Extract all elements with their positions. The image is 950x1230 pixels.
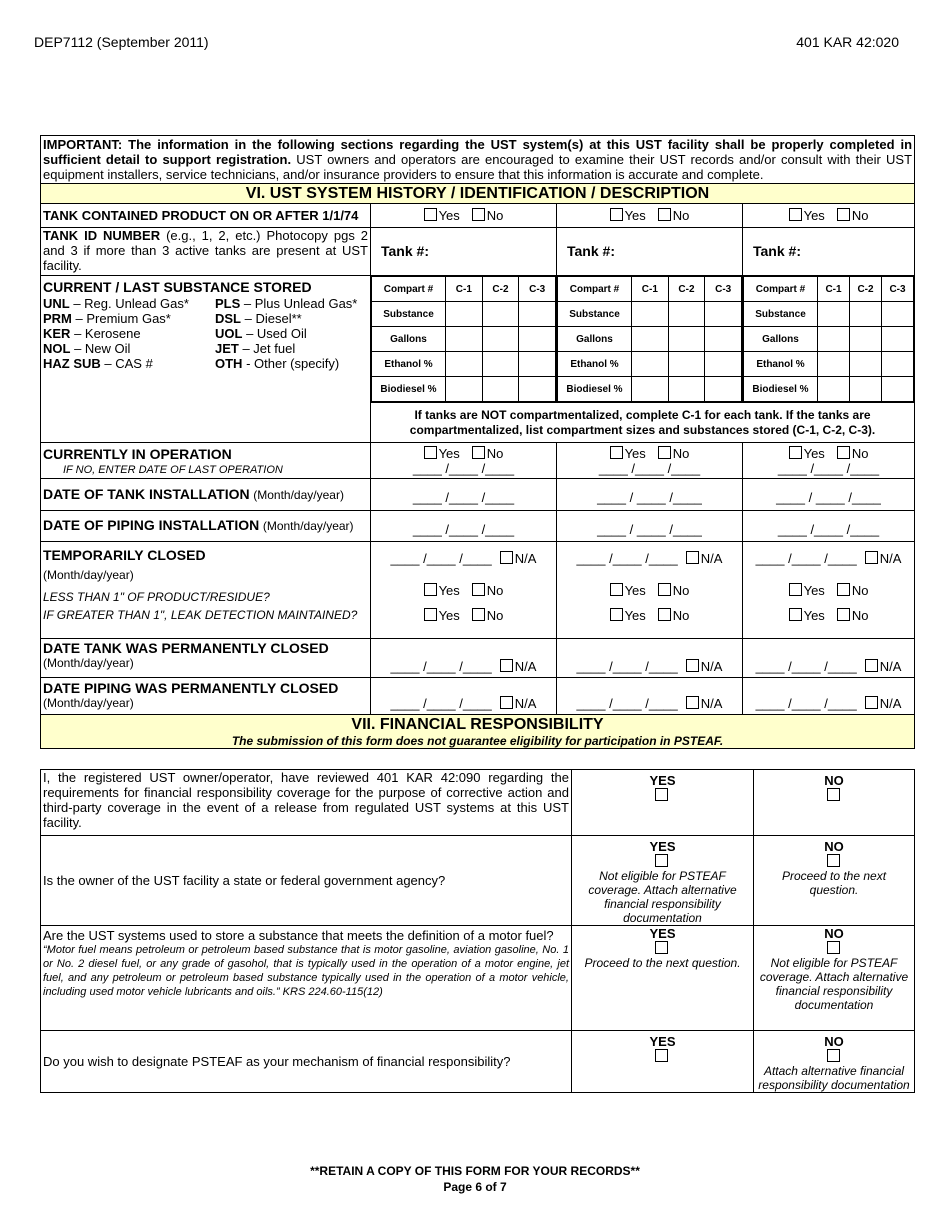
- tank-id-note: (e.g., 1, 2, etc.) Photocopy pgs 2 and 3 if more than 3 active tanks are present at UST facility.: [43, 228, 368, 273]
- yes-checkbox[interactable]: [655, 1049, 668, 1062]
- yes-checkbox[interactable]: [424, 208, 437, 221]
- last-operation-date[interactable]: ____ /____ /____: [777, 461, 880, 476]
- no-label: No: [672, 608, 690, 623]
- cell-input[interactable]: [482, 352, 519, 377]
- q1-text: I, the registered UST owner/operator, have reviewed 401 KAR 42:090 regarding the requirements for financial responsibility coverage for the purpose of corrective action and third-party coverage in the event of a release from regulated UST systems at this UST facility.: [41, 770, 572, 836]
- yes-label: Yes: [624, 608, 646, 623]
- legend-code: HAZ SUB: [43, 356, 101, 371]
- yes-checkbox[interactable]: [610, 583, 623, 596]
- product-1974-label: TANK CONTAINED PRODUCT ON OR AFTER 1/1/74: [41, 204, 371, 228]
- cell-input[interactable]: [705, 352, 742, 377]
- na-label: N/A: [514, 696, 537, 711]
- page-footer: [0, 1163, 950, 1195]
- regulation-ref: 401 KAR 42:020: [796, 34, 899, 50]
- q3-no: [754, 926, 915, 1031]
- tank-id-field-2[interactable]: [557, 228, 743, 276]
- yes-label: Yes: [803, 608, 825, 623]
- cell-input[interactable]: [519, 377, 556, 402]
- piping-install-date-2[interactable]: ____ / ____ /____: [557, 511, 743, 542]
- gallons-row-label: Gallons: [372, 327, 446, 352]
- substance-legend: [43, 296, 368, 371]
- q4-text: Do you wish to designate PSTEAF as your mechanism of financial responsibility?: [41, 1031, 572, 1093]
- cell-input[interactable]: [668, 377, 705, 402]
- cell-input[interactable]: [482, 327, 519, 352]
- no-checkbox[interactable]: [658, 583, 671, 596]
- q1-no: [754, 770, 915, 836]
- compart-header: Compart #: [558, 277, 632, 302]
- yes-checkbox[interactable]: [655, 941, 668, 954]
- na-checkbox[interactable]: [865, 696, 878, 709]
- yes-label: Yes: [624, 446, 646, 461]
- c1-header: C-1: [446, 277, 483, 302]
- no-label: NO: [824, 839, 844, 854]
- no-label: No: [851, 208, 869, 223]
- cell-input[interactable]: [705, 327, 742, 352]
- compart-header: Compart #: [744, 277, 818, 302]
- na-checkbox[interactable]: [686, 696, 699, 709]
- no-checkbox[interactable]: [658, 446, 671, 459]
- section-7-title: VII. FINANCIAL RESPONSIBILITY: [351, 716, 604, 733]
- q3-no-note: Not eligible for PSTEAF coverage. Attach alternative financial responsibility documentation: [759, 956, 909, 1012]
- ethanol-row-label: Ethanol %: [558, 352, 632, 377]
- tank-number-label: Tank #:: [567, 243, 615, 259]
- cell-input[interactable]: [882, 377, 914, 402]
- no-checkbox[interactable]: [837, 446, 850, 459]
- c3-header: C-3: [882, 277, 914, 302]
- tank-number-label: Tank #:: [381, 243, 429, 259]
- legend-desc: – Used Oil: [242, 326, 307, 341]
- legend-desc: – New Oil: [70, 341, 131, 356]
- no-checkbox[interactable]: [827, 788, 840, 801]
- tank-id-field-3[interactable]: [743, 228, 915, 276]
- no-label: NO: [824, 773, 844, 788]
- na-label: N/A: [700, 696, 723, 711]
- tank-install-date-2[interactable]: ____ / ____ /____: [557, 479, 743, 511]
- yes-label: Yes: [803, 583, 825, 598]
- compart-table-tank1: [371, 276, 557, 403]
- no-label: No: [486, 208, 504, 223]
- important-notice: [41, 136, 915, 184]
- product-1974-tank3: [743, 204, 915, 228]
- yes-label: Yes: [438, 583, 460, 598]
- cell-input[interactable]: [818, 327, 850, 352]
- ethanol-row-label: Ethanol %: [744, 352, 818, 377]
- na-checkbox[interactable]: [500, 551, 513, 564]
- in-operation-tank3: [743, 443, 915, 479]
- perm-closed-date[interactable]: ____ /____ /____: [755, 696, 857, 711]
- yes-label: YES: [649, 773, 676, 788]
- temp-closed-date[interactable]: ____ /____ /____: [755, 551, 857, 566]
- no-checkbox[interactable]: [658, 608, 671, 621]
- no-label: No: [672, 208, 690, 223]
- yes-checkbox[interactable]: [610, 208, 623, 221]
- piping-install-date-1[interactable]: ____ /____ /____: [371, 511, 557, 542]
- cell-input[interactable]: [632, 327, 669, 352]
- legend-desc: – Diesel**: [241, 311, 302, 326]
- substance-row-label: Substance: [558, 302, 632, 327]
- cell-input[interactable]: [882, 302, 914, 327]
- na-label: N/A: [700, 551, 723, 566]
- tank-perm-closed-tank1: [371, 639, 557, 678]
- c1-header: C-1: [632, 277, 669, 302]
- cell-input[interactable]: [705, 377, 742, 402]
- q3-yes-note: Proceed to the next question.: [584, 956, 741, 970]
- legend-desc: – Plus Unlead Gas*: [240, 296, 358, 311]
- yes-checkbox[interactable]: [424, 446, 437, 459]
- yes-checkbox[interactable]: [610, 608, 623, 621]
- yes-label: YES: [649, 839, 676, 854]
- perm-closed-date[interactable]: ____ /____ /____: [390, 659, 492, 674]
- cell-input[interactable]: [668, 352, 705, 377]
- yes-checkbox[interactable]: [789, 583, 802, 596]
- piping-install-cell: [41, 511, 371, 542]
- cell-input[interactable]: [446, 327, 483, 352]
- q1-yes: [572, 770, 754, 836]
- yes-label: Yes: [624, 583, 646, 598]
- substance-row-label: Substance: [744, 302, 818, 327]
- temp-closed-mdy: (Month/day/year): [43, 568, 134, 582]
- yes-checkbox[interactable]: [789, 608, 802, 621]
- biodiesel-row-label: Biodiesel %: [372, 377, 446, 402]
- no-checkbox[interactable]: [837, 583, 850, 596]
- cell-input[interactable]: [850, 327, 882, 352]
- cell-input[interactable]: [882, 352, 914, 377]
- legend-code: UOL: [215, 326, 243, 341]
- legend-desc: - Other (specify): [242, 356, 340, 371]
- gallons-row-label: Gallons: [558, 327, 632, 352]
- piping-install-date-3[interactable]: ____ /____ /____: [743, 511, 915, 542]
- tank-perm-closed-label: DATE TANK WAS PERMANENTLY CLOSED: [43, 640, 329, 656]
- cell-input[interactable]: [668, 327, 705, 352]
- temp-closed-date[interactable]: ____ /____ /____: [576, 551, 678, 566]
- tank-install-date-3[interactable]: ____ / ____ /____: [743, 479, 915, 511]
- page-number: Page 6 of 7: [443, 1180, 507, 1194]
- cell-input[interactable]: [446, 352, 483, 377]
- perm-closed-date[interactable]: ____ /____ /____: [576, 659, 678, 674]
- cell-input[interactable]: [818, 352, 850, 377]
- yes-checkbox[interactable]: [789, 208, 802, 221]
- na-checkbox[interactable]: [865, 551, 878, 564]
- legend-code: PLS: [215, 296, 241, 311]
- compart-note: If tanks are NOT compartmentalized, complete C-1 for each tank. If the tanks are compartmentalized, list compartment sizes and substances stored (C-1, C-2, C-3).: [371, 403, 915, 443]
- tank-perm-closed-cell: [41, 639, 371, 678]
- gallons-row-label: Gallons: [744, 327, 818, 352]
- q2-no: [754, 836, 915, 926]
- section-6-title: VI. UST SYSTEM HISTORY / IDENTIFICATION / DESCRIPTION: [245, 185, 710, 202]
- important-text: UST owners and operators are encouraged to examine their UST records and/or consult with their UST equipment installers, service technicians, and/or insurance providers to ensure that this information is accurate and complete.: [43, 152, 913, 182]
- cell-input[interactable]: [632, 377, 669, 402]
- cell-input[interactable]: [519, 302, 556, 327]
- piping-perm-closed-tank2: [557, 678, 743, 715]
- no-label: No: [851, 608, 869, 623]
- tank-perm-closed-tank3: [743, 639, 915, 678]
- c3-header: C-3: [705, 277, 742, 302]
- yes-label: Yes: [624, 208, 646, 223]
- c1-header: C-1: [818, 277, 850, 302]
- no-checkbox[interactable]: [827, 1049, 840, 1062]
- q3-cell: [41, 926, 572, 1031]
- no-checkbox[interactable]: [837, 608, 850, 621]
- no-label: No: [486, 608, 504, 623]
- cell-input[interactable]: [632, 352, 669, 377]
- no-label: No: [486, 446, 504, 461]
- piping-install-mdy: (Month/day/year): [262, 519, 354, 533]
- retain-notice: **RETAIN A COPY OF THIS FORM FOR YOUR RECORDS**: [310, 1164, 640, 1178]
- important-bold-text: The information in the following sections regarding the UST system(s) at this UST facility shall be properly completed in sufficient detail to support registration.: [43, 137, 913, 167]
- ust-form-table: [40, 135, 915, 749]
- substance-legend-cell: [41, 276, 371, 443]
- no-label: No: [851, 446, 869, 461]
- legend-code: OTH: [215, 356, 243, 371]
- product-1974-tank1: [371, 204, 557, 228]
- yes-label: Yes: [438, 208, 460, 223]
- perm-closed-date[interactable]: ____ /____ /____: [390, 696, 492, 711]
- piping-perm-closed-tank1: [371, 678, 557, 715]
- q4-yes: [572, 1031, 754, 1093]
- tank-id-field-1[interactable]: [371, 228, 557, 276]
- tank-number-label: Tank #:: [753, 243, 801, 259]
- perm-closed-date[interactable]: ____ /____ /____: [755, 659, 857, 674]
- legend-code: KER: [43, 326, 71, 341]
- cell-input[interactable]: [850, 377, 882, 402]
- yes-label: YES: [649, 1034, 676, 1049]
- product-1974-tank2: [557, 204, 743, 228]
- no-label: No: [672, 583, 690, 598]
- legend-code: JET: [215, 341, 239, 356]
- no-checkbox[interactable]: [472, 608, 485, 621]
- form-id: DEP7112 (September 2011): [34, 34, 209, 50]
- section-6-heading: [41, 184, 915, 204]
- temp-closed-tank2: [557, 542, 743, 639]
- q3-yes: [572, 926, 754, 1031]
- section-7-subtitle: The submission of this form does not guarantee eligibility for participation in PSTEAF.: [231, 734, 724, 748]
- tank-install-label: DATE OF TANK INSTALLATION: [43, 485, 250, 502]
- cell-input[interactable]: [519, 327, 556, 352]
- financial-table: [40, 769, 915, 1093]
- yes-checkbox[interactable]: [789, 446, 802, 459]
- legend-code: DSL: [215, 311, 241, 326]
- cell-input[interactable]: [446, 377, 483, 402]
- no-checkbox[interactable]: [827, 854, 840, 867]
- tank-id-label: TANK ID NUMBER: [43, 228, 161, 243]
- no-label: NO: [824, 926, 844, 941]
- na-checkbox[interactable]: [686, 551, 699, 564]
- q3-text: Are the UST systems used to store a substance that meets the definition of a motor fuel?: [43, 928, 554, 943]
- na-checkbox[interactable]: [500, 696, 513, 709]
- yes-checkbox[interactable]: [424, 608, 437, 621]
- no-checkbox[interactable]: [472, 208, 485, 221]
- ethanol-row-label: Ethanol %: [372, 352, 446, 377]
- temp-closed-date[interactable]: ____ /____ /____: [390, 551, 492, 566]
- no-checkbox[interactable]: [472, 446, 485, 459]
- c2-header: C-2: [482, 277, 519, 302]
- perm-closed-date[interactable]: ____ /____ /____: [576, 696, 678, 711]
- tank-install-date-1[interactable]: ____ /____ /____: [371, 479, 557, 511]
- c2-header: C-2: [850, 277, 882, 302]
- tank-install-mdy: (Month/day/year): [253, 487, 344, 502]
- cell-input[interactable]: [519, 352, 556, 377]
- cell-input[interactable]: [668, 302, 705, 327]
- tank-install-cell: [41, 479, 371, 511]
- no-checkbox[interactable]: [658, 208, 671, 221]
- piping-perm-closed-mdy: (Month/day/year): [43, 696, 134, 710]
- compart-header: Compart #: [372, 277, 446, 302]
- cell-input[interactable]: [632, 302, 669, 327]
- na-label: N/A: [879, 551, 902, 566]
- less-than-1-label: LESS THAN 1" OF PRODUCT/RESIDUE?: [43, 590, 270, 604]
- q4-no: [754, 1031, 915, 1093]
- tank-perm-closed-mdy: (Month/day/year): [43, 656, 134, 670]
- yes-checkbox[interactable]: [424, 583, 437, 596]
- substance-label: CURRENT / LAST SUBSTANCE STORED: [43, 279, 312, 295]
- yes-checkbox[interactable]: [655, 854, 668, 867]
- biodiesel-row-label: Biodiesel %: [558, 377, 632, 402]
- q2-text: Is the owner of the UST facility a state or federal government agency?: [41, 836, 572, 926]
- temp-closed-label: TEMPORARILY CLOSED: [43, 547, 206, 563]
- na-label: N/A: [514, 551, 537, 566]
- yes-label: Yes: [438, 608, 460, 623]
- temp-closed-cell: [41, 542, 371, 639]
- q3-definition: “Motor fuel means petroleum or petroleum based substance that is motor gasoline, aviation gasoline, No. 1 or No. 2 diesel fuel, or any grade of gasohol, that is typically used in the operation of a motor engine, jet fuel, and any petroleum or petroleum based substance typically used in the operation of a motor vehicle, including used motor vehicle lubricants and oils.” KRS 224.60-115(12): [43, 944, 569, 998]
- yes-label: Yes: [803, 446, 825, 461]
- piping-perm-closed-tank3: [743, 678, 915, 715]
- no-checkbox[interactable]: [472, 583, 485, 596]
- cell-input[interactable]: [482, 377, 519, 402]
- na-checkbox[interactable]: [686, 659, 699, 672]
- no-checkbox[interactable]: [837, 208, 850, 221]
- piping-perm-closed-label: DATE PIPING WAS PERMANENTLY CLOSED: [43, 680, 339, 696]
- in-operation-label: CURRENTLY IN OPERATION: [43, 446, 232, 462]
- temp-closed-tank1: [371, 542, 557, 639]
- cell-input[interactable]: [818, 377, 850, 402]
- legend-code: NOL: [43, 341, 71, 356]
- q4-no-note: Attach alternative financial responsibility documentation: [758, 1064, 910, 1092]
- no-label: NO: [824, 1034, 844, 1049]
- c2-header: C-2: [668, 277, 705, 302]
- cell-input[interactable]: [446, 302, 483, 327]
- na-label: N/A: [514, 659, 537, 674]
- no-label: No: [672, 446, 690, 461]
- no-checkbox[interactable]: [827, 941, 840, 954]
- piping-perm-closed-cell: [41, 678, 371, 715]
- tank-id-label-cell: [41, 228, 371, 276]
- greater-than-1-label: IF GREATER THAN 1", LEAK DETECTION MAINTAINED?: [43, 608, 358, 622]
- in-operation-cell: [41, 443, 371, 479]
- biodiesel-row-label: Biodiesel %: [744, 377, 818, 402]
- piping-install-label: DATE OF PIPING INSTALLATION: [43, 517, 260, 533]
- in-operation-note: IF NO, ENTER DATE OF LAST OPERATION: [63, 464, 283, 476]
- cell-input[interactable]: [818, 302, 850, 327]
- yes-checkbox[interactable]: [610, 446, 623, 459]
- na-label: N/A: [879, 696, 902, 711]
- compart-table-tank2: [557, 276, 743, 403]
- in-operation-tank1: [371, 443, 557, 479]
- compart-table-tank3: [743, 276, 915, 403]
- legend-desc: – CAS #: [100, 356, 153, 371]
- tank-perm-closed-tank2: [557, 639, 743, 678]
- yes-checkbox[interactable]: [655, 788, 668, 801]
- cell-input[interactable]: [882, 327, 914, 352]
- cell-input[interactable]: [482, 302, 519, 327]
- section-7-heading: [41, 715, 915, 749]
- na-checkbox[interactable]: [500, 659, 513, 672]
- q2-no-note: Proceed to the next question.: [781, 869, 887, 897]
- legend-code: UNL: [43, 296, 70, 311]
- q2-yes-note: Not eligible for PSTEAF coverage. Attach alternative financial responsibility documentation: [588, 869, 737, 925]
- yes-label: Yes: [803, 208, 825, 223]
- important-label: IMPORTANT:: [43, 137, 123, 152]
- q2-yes: [572, 836, 754, 926]
- no-label: No: [486, 583, 504, 598]
- na-checkbox[interactable]: [865, 659, 878, 672]
- in-operation-tank2: [557, 443, 743, 479]
- legend-desc: – Jet fuel: [238, 341, 296, 356]
- substance-row-label: Substance: [372, 302, 446, 327]
- last-operation-date[interactable]: ____ /____ /____: [598, 461, 701, 476]
- yes-label: YES: [649, 926, 676, 941]
- legend-desc: – Kerosene: [70, 326, 141, 341]
- no-label: No: [851, 583, 869, 598]
- na-label: N/A: [879, 659, 902, 674]
- c3-header: C-3: [519, 277, 556, 302]
- cell-input[interactable]: [705, 302, 742, 327]
- yes-label: Yes: [438, 446, 460, 461]
- last-operation-date[interactable]: ____ /____ /____: [412, 461, 515, 476]
- cell-input[interactable]: [850, 302, 882, 327]
- legend-desc: – Premium Gas*: [71, 311, 171, 326]
- legend-code: PRM: [43, 311, 72, 326]
- cell-input[interactable]: [850, 352, 882, 377]
- temp-closed-tank3: [743, 542, 915, 639]
- legend-desc: – Reg. Unlead Gas*: [69, 296, 189, 311]
- na-label: N/A: [700, 659, 723, 674]
